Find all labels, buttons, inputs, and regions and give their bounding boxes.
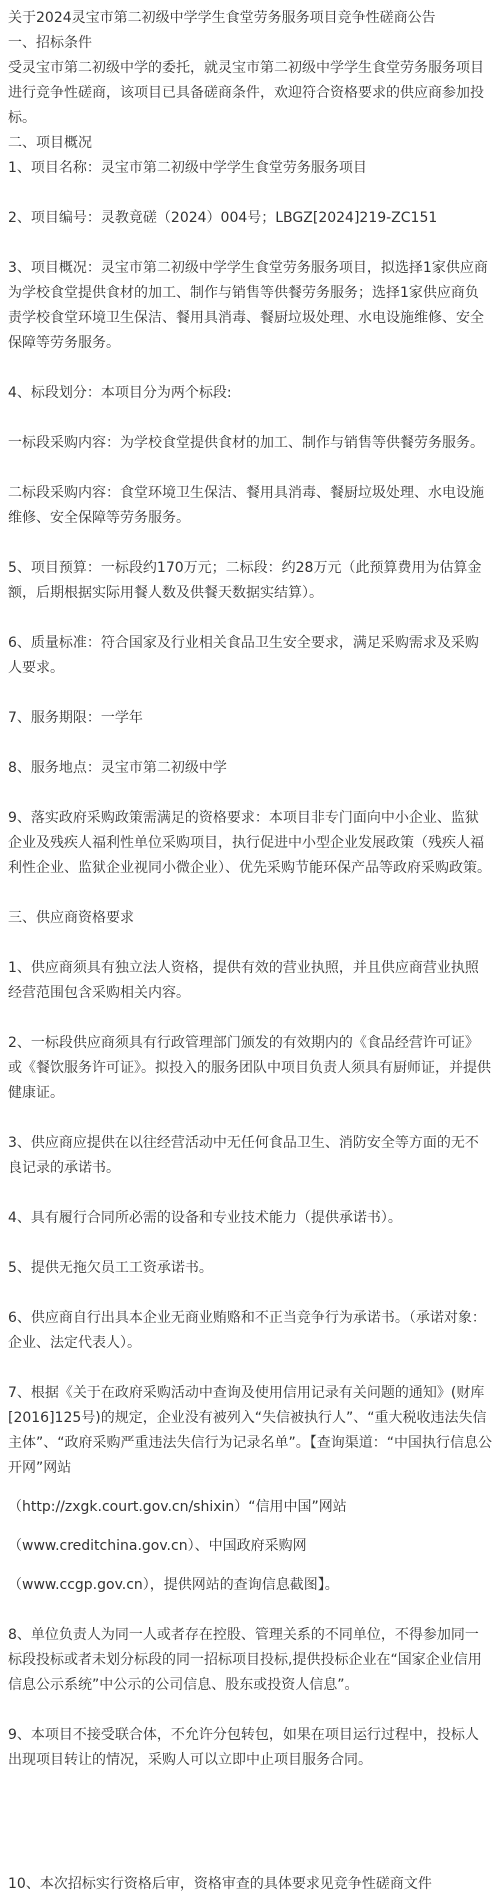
quality-standard-item: 6、质量标准：符合国家及行业相关食品卫生安全要求，满足采购需求及采购人要求。 [8,635,479,676]
qualification-2: 2、一标段供应商须具有行政管理部门颁发的有效期内的《食品经营许可证》或《餐饮服务许可证》。拟投入的服务团队中项目负责人须具有厨师证，并提供健康证。 [8,1035,491,1101]
procurement-policy-item: 9、落实政府采购政策需满足的资格要求：本项目非专门面向中小企业、监狱企业及残疾人福利性单位采购项目，执行促进中小型企业发展政策（残疾人福利性企业、监狱企业视同小微企业）、优先采购节能环保产品等政府采购政策。 [8,810,491,876]
qualification-10-partial: 10、本次招标实行资格后审，资格审查的具体要求见竞争性磋商文件 [8,1876,432,1892]
lot-2-content: 二标段采购内容：食堂环境卫生保洁、餐用具消毒、餐厨垃圾处理、水电设施维修、安全保障等劳务服务。 [8,485,484,526]
qualification-7-url-creditchina: （www.creditchina.gov.cn）、中国政府采购网 [8,1538,307,1554]
bidding-conditions-text: 受灵宝市第二初级中学的委托，就灵宝市第二初级中学学生食堂劳务服务项目进行竞争性磋商，该项目已具备磋商条件，欢迎符合资格要求的供应商参加投标。 [8,60,484,126]
qualification-8: 8、单位负责人为同一人或者存在控股、管理关系的不同单位，不得参加同一标段投标或者未划分标段的同一招标项目投标,提供投标企业在“国家企业信用信息公示系统”中公示的公司信息、股东或投资人信息”。 [8,1627,482,1693]
qualification-4: 4、具有履行合同所必需的设备和专业技术能力（提供承诺书）。 [8,1210,402,1226]
qualification-1: 1、供应商须具有独立法人资格，提供有效的营业执照，并且供应商营业执照经营范围包含采购相关内容。 [8,960,479,1001]
service-period-item: 7、服务期限：一学年 [8,710,143,726]
qualification-9: 9、本项目不接受联合体，不允许分包转包，如果在项目运行过程中，投标人出现项目转让的情况，采购人可以立即中止项目服务合同。 [8,1727,479,1768]
qualification-3: 3、供应商应提供在以往经营活动中无任何食品卫生、消防安全等方面的无不良记录的承诺书。 [8,1135,479,1176]
project-summary-item: 3、项目概况：灵宝市第二初级中学学生食堂劳务服务项目，拟选择1家供应商为学校食堂提供食材的加工、制作与销售等供餐劳务服务；选择1家供应商负责学校食堂环境卫生保洁、餐用具消毒、餐厨垃圾处理、水电设施维修、安全保障等劳务服务。 [8,260,488,351]
project-budget-item: 5、项目预算：一标段约170万元；二标段：约28万元（此预算费用为估算金额，后期根据实际用餐人数及供餐天数据实结算）。 [8,560,482,601]
project-name-item: 1、项目名称：灵宝市第二初级中学学生食堂劳务服务项目 [8,160,367,176]
qualification-7-url-court: （http://zxgk.court.gov.cn/shixin）“信用中国”网站 [8,1499,347,1515]
qualification-5: 5、提供无拖欠员工工资承诺书。 [8,1260,213,1276]
qualification-7 [8,1381,492,1598]
qualification-6: 6、供应商自行出具本企业无商业贿赂和不正当竞争行为承诺书。（承诺对象：企业、法定代表人）。 [8,1310,486,1351]
project-number-item: 2、项目编号：灵教竟磋（2024）004号；LBGZ[2024]219-ZC151 [8,210,438,226]
lot-1-content: 一标段采购内容：为学校食堂提供食材的加工、制作与销售等供餐劳务服务。 [8,435,484,451]
section-heading-project-overview: 二、项目概况 [8,135,92,151]
announcement-title: 关于2024灵宝市第二初级中学学生食堂劳务服务项目竞争性磋商公告 [8,10,436,26]
qualification-7-url-ccgp: （www.ccgp.gov.cn），提供网站的查询信息截图】。 [8,1577,339,1593]
section-heading-bidding-conditions: 一、招标条件 [8,35,92,51]
qualification-7-text: 7、根据《关于在政府采购活动中查询及使用信用记录有关问题的通知》(财库[2016]125号)的规定，企业没有被列入“失信被执行人”、“重大税收违法失信主体”、“政府采购严重违法失信行为记录名单”。【查询渠道：“中国执行信息公开网”网站 [8,1385,493,1476]
section-heading-supplier-qualifications: 三、供应商资格要求 [8,910,134,926]
service-location-item: 8、服务地点：灵宝市第二初级中学 [8,760,227,776]
lot-division-item: 4、标段划分：本项目分为两个标段: [8,385,232,401]
